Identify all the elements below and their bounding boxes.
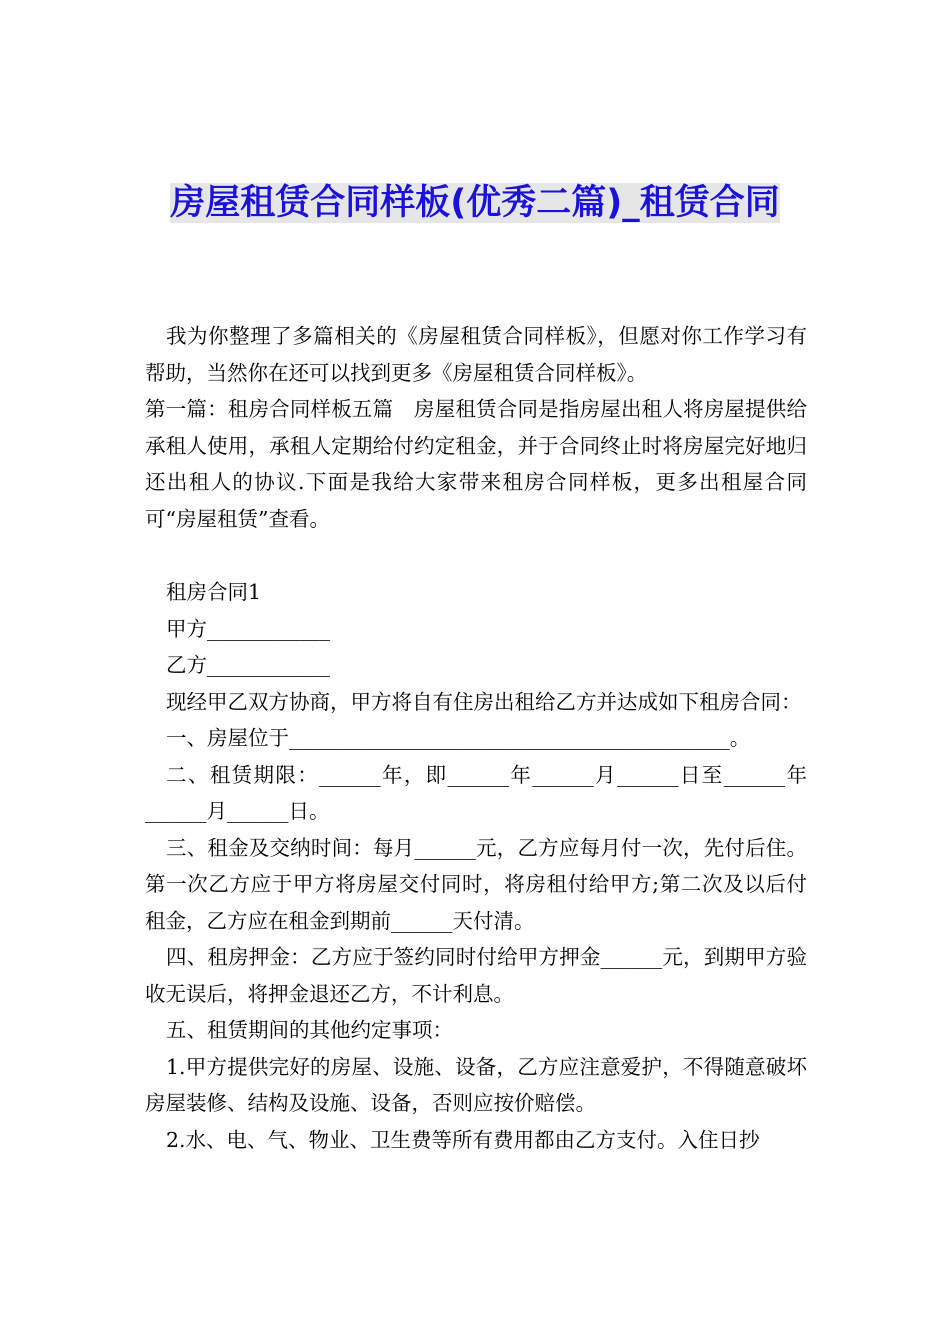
intro-paragraph: 我为你整理了多篇相关的《房屋租赁合同样板》，但愿对你工作学习有帮助，当然你在还可以找到更多《房屋租赁合同样板》。	[145, 324, 807, 385]
clause-other-terms: 五、租赁期间的其他约定事项：	[166, 1018, 453, 1042]
document-title-text: 房屋租赁合同样板(优秀二篇)_租赁合同	[170, 183, 780, 223]
section-one-paragraph: 第一篇：租房合同样板五篇 房屋租赁合同是指房屋出租人将房屋提供给承租人使用，承租人定期给付约定租金，并于合同终止时将房屋完好地归还出租人的协议.下面是我给大家带来租房合同样板，更多出租屋合同可“房屋租赁”查看。	[145, 397, 807, 531]
clause-deposit: 四、租房押金：乙方应于签约同时付给甲方押金______元，到期甲方验收无误后，将押金退还乙方，不计利息。	[145, 945, 807, 1006]
preamble-paragraph: 现经甲乙双方协商，甲方将自有住房出租给乙方并达成如下租房合同：	[166, 689, 802, 714]
clause-lease-term: 二、租赁期限：______年，即______年______月______日至______年______月______日。	[145, 762, 807, 823]
document-title	[140, 178, 810, 229]
contract-heading: 租房合同1	[166, 580, 262, 604]
item-utilities: 2.水、电、气、物业、卫生费等所有费用都由乙方支付。入住日抄	[166, 1127, 760, 1152]
party-a-line: 甲方____________	[166, 616, 330, 641]
item-facilities: 1.甲方提供完好的房屋、设施、设备，乙方应注意爱护，不得随意破坏房屋装修、结构及设施、设备，否则应按价赔偿。	[145, 1054, 807, 1115]
clause-location: 一、房屋位于___________________________________________。	[166, 726, 751, 750]
party-b-line: 乙方____________	[166, 653, 330, 677]
paragraph-gap	[145, 537, 807, 574]
clause-rent-payment: 三、租金及交纳时间：每月______元，乙方应每月付一次，先付后住。第一次乙方应于甲方将房屋交付同时，将房租付给甲方;第二次及以后付租金，乙方应在租金到期前______天付清。	[145, 835, 807, 933]
document-body	[145, 318, 807, 1158]
